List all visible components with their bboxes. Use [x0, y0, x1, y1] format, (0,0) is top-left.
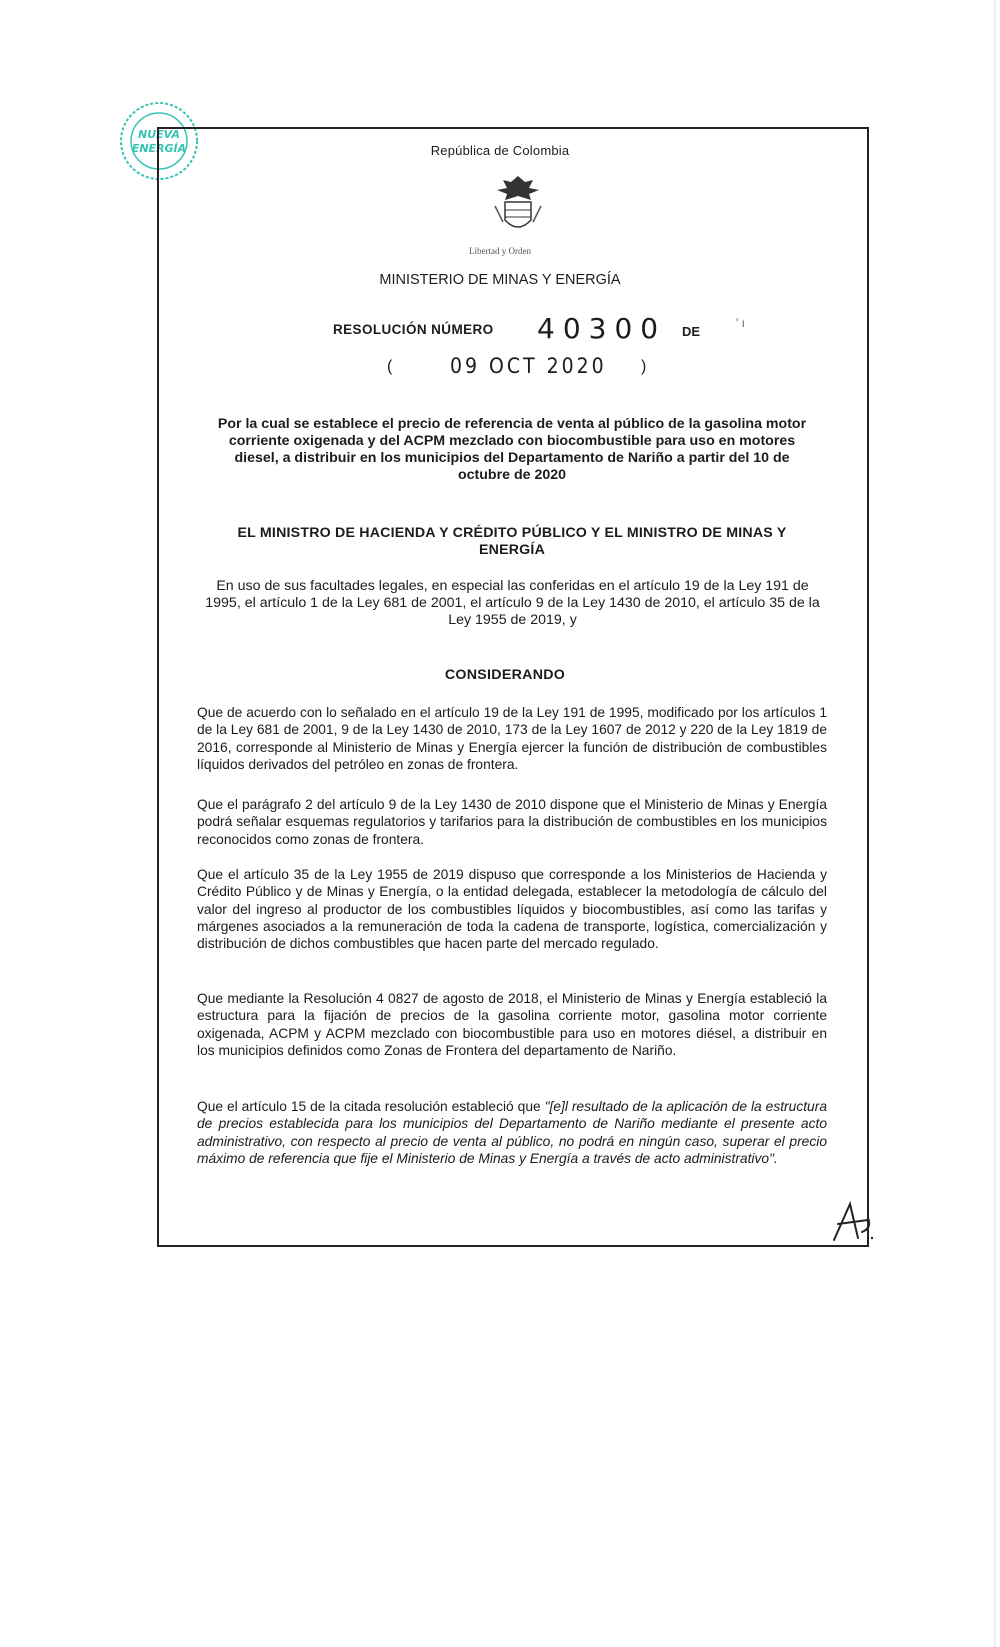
resolution-number: 40300 [537, 312, 667, 345]
paragraph-5-lead: Que el artículo 15 de la citada resolución estableció que [197, 1099, 545, 1114]
resolution-date-line [0, 354, 1000, 388]
ministry-name: MINISTERIO DE MINAS Y ENERGÍA [379, 272, 621, 288]
handwritten-initial [828, 1198, 878, 1244]
legal-powers-text: En uso de sus facultades legales, en especial las conferidas en el artículo 19 de la Ley 191 de 1995, el artículo 1 de la Ley 681 de 2001, el artículo 9 de la Ley 1430 de 2010, el artículo 35 de la Ley 1955 de 2019, y [205, 578, 820, 628]
resolution-date: 09 OCT 2020 [450, 354, 607, 378]
paragraph-5-quote: "[e]l resultado de la aplicación de la estructura de precios establecida para los municipios del Departamento de Nariño mediante el presente acto administrativo, con respecto al precio de venta al público, no podrá en ningún caso, superar el precio máximo de referencia que fije el Ministerio de Minas y Energía a través de acto administrativo". [197, 1099, 827, 1166]
ministers-heading: EL MINISTRO DE HACIENDA Y CRÉDITO PÚBLICO Y EL MINISTRO DE MINAS Y ENERGÍA [237, 525, 787, 558]
resolution-label: RESOLUCIÓN NÚMERO [333, 322, 494, 337]
resolution-marks: ' ı [736, 316, 745, 330]
resolution-title: Por la cual se establece el precio de referencia de venta al público de la gasolina motor corriente oxigenada y del ACPM mezclado con biocombustible para uso en motores diesel, a distribuir en los municipios del Departamento de Nariño a partir del 10 de octubre de 2020 [217, 416, 807, 483]
svg-text:NUEVA: NUEVA [138, 128, 180, 141]
resolution-line [0, 312, 1000, 346]
country-name: República de Colombia [430, 143, 570, 158]
resolution-de-label: DE [682, 324, 701, 339]
considerando-heading: CONSIDERANDO [444, 667, 566, 683]
svg-text:ENERGÍA: ENERGÍA [131, 142, 187, 155]
date-open-paren: ( [387, 358, 393, 375]
considerando-paragraph-4: Que mediante la Resolución 4 0827 de agosto de 2018, el Ministerio de Minas y Energía estableció la estructura para la fijación de precios de la gasolina corriente motor, gasolina motor corriente oxigenada, ACPM y ACPM mezclado con biocombustible para uso en motores diésel, a distribuir en los municipios definidos como Zonas de Frontera del departamento de Nariño. [197, 991, 827, 1058]
considerando-paragraph-2: Que el parágrafo 2 del artículo 9 de la Ley 1430 de 2010 dispone que el Ministerio de Minas y Energía podrá señalar esquemas regulatorios y tarifarios para la distribución de combustibles en los municipios reconocidos como zonas de frontera. [197, 797, 827, 847]
considerando-paragraph-1: Que de acuerdo con lo señalado en el artículo 19 de la Ley 191 de 1995, modificado por los artículos 1 de la Ley 681 de 2001, 9 de la Ley 1430 de 2010, 173 de la Ley 1607 de 2012 y 220 de la Ley 1819 de 2016, corresponde al Ministerio de Minas y Energía ejercer la función de distribución de combustibles líquidos derivados del petróleo en zonas de frontera. [197, 705, 827, 772]
considerando-paragraph-3: Que el artículo 35 de la Ley 1955 de 2019 dispuso que corresponde a los Ministerios de Hacienda y Crédito Público y de Minas y Energía, o la entidad delegada, establecer la metodología de cálculo del valor del ingreso al productor de los combustibles líquidos y biocombustibles, así como las tarifas y márgenes asociados a la remuneración de toda la cadena de transporte, logística, comercialización y distribución de dichos combustibles que hacen parte del mercado regulado. [197, 867, 827, 952]
national-motto: Libertad y Orden [469, 246, 531, 256]
document-frame [157, 127, 869, 1247]
coat-of-arms-icon [483, 172, 553, 242]
date-close-paren: ) [641, 358, 647, 375]
considerando-paragraph-5 [197, 1098, 827, 1167]
